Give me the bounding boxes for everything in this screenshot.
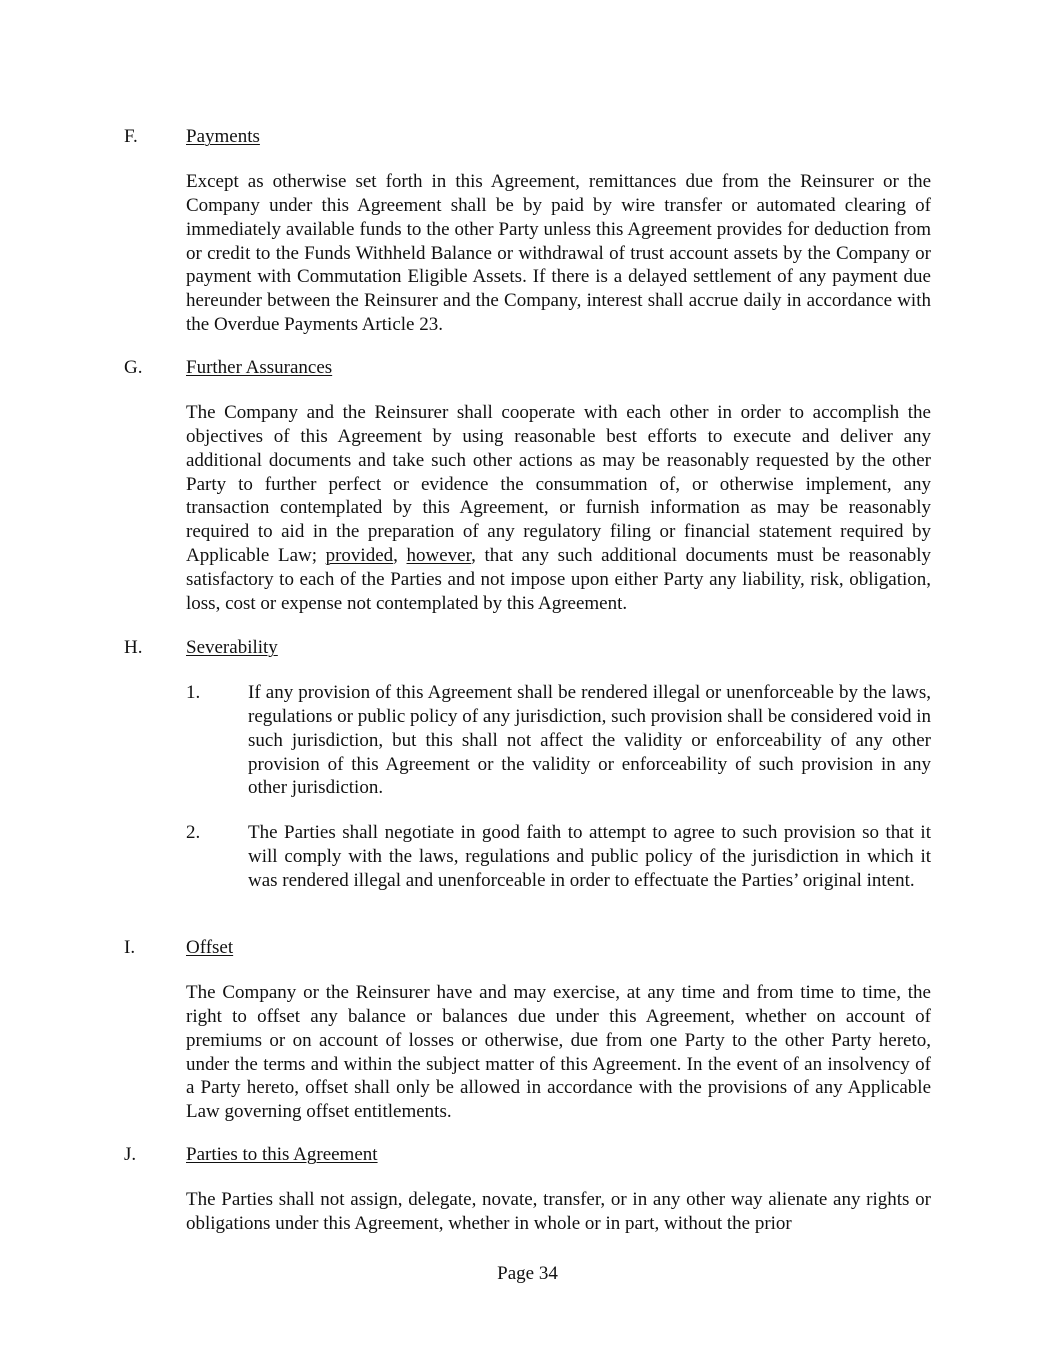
section-g-body-before: The Company and the Reinsurer shall cooperate with each other in order to accomplish the objectives of this Agreement by using reasonable best efforts to execute and deliver any additional documents and take such other actions as may be reasonably requested by the other Party to further perfect or evidence the consummation of, or otherwise implement, any transaction contemplated by this Agreement, or furnish information as may be reasonably required to aid in the preparation of any regulatory filing or financial statement required by Applicable Law; bbox=[186, 402, 931, 567]
section-f-heading bbox=[0, 125, 1055, 149]
section-j-heading bbox=[0, 1143, 1055, 1167]
section-i-title: Offset bbox=[186, 937, 234, 958]
section-f-body: Except as otherwise set forth in this Agreement, remittances due from the Reinsurer or the Company under this Agreement shall be by paid by wire transfer or automated clearing of immediately available funds to the other Party unless this Agreement provides for deduction from or credit to the Funds Withheld Balance or withdrawal of trust account assets by the Company or payment with Commutation Eligible Assets. If there is a delayed settlement of any payment due hereunder between the Reinsurer and the Company, interest shall accrue daily in accordance with the Overdue Payments Article 23. bbox=[186, 171, 931, 336]
section-h bbox=[0, 636, 1055, 891]
section-g-letter: G. bbox=[124, 357, 143, 378]
section-i-heading bbox=[0, 936, 1055, 960]
section-j-body: The Parties shall not assign, delegate, novate, transfer, or in any other way alienate any rights or obligations under this Agreement, whether in whole or in part, without the prior bbox=[186, 1189, 931, 1234]
section-h-heading bbox=[0, 636, 1055, 660]
section-g bbox=[0, 356, 1055, 614]
section-j-letter: J. bbox=[124, 1144, 137, 1165]
section-f-title: Payments bbox=[186, 126, 260, 147]
section-f bbox=[0, 125, 1055, 336]
section-g-body-after: , that any such additional documents must be reasonably satisfactory to each of the Parties and not impose upon either Party any liability, risk, obligation, loss, cost or expense not contemplated by this Agreement. bbox=[186, 545, 931, 614]
section-h-title: Severability bbox=[186, 637, 278, 658]
section-i-body: The Company or the Reinsurer have and may exercise, at any time and from time to time, the right to offset any balance or balances due under this Agreement, whether on account of premiums or on account of losses or otherwise, due from one Party to the other Party hereto, under the terms and within the subject matter of this Agreement. In the event of an insolvency of a Party hereto, offset shall only be allowed in accordance with the provisions of any Applicable Law governing offset entitlements. bbox=[186, 982, 931, 1123]
section-j bbox=[0, 1143, 1055, 1234]
severability-item-1-number: 1. bbox=[186, 682, 201, 703]
section-h-letter: H. bbox=[124, 637, 143, 658]
section-j-title: Parties to this Agreement bbox=[186, 1144, 378, 1165]
section-g-body bbox=[186, 401, 931, 616]
section-f-letter: F. bbox=[124, 126, 138, 147]
severability-item-2-number: 2. bbox=[186, 822, 201, 843]
page-number: Page 34 bbox=[497, 1263, 558, 1284]
however-term: however bbox=[406, 545, 472, 567]
severability-item-1-text: If any provision of this Agreement shall be rendered illegal or unenforceable by the laws, regulations or public policy of any jurisdiction, such provision shall be considered void in such jurisdiction, but this shall not affect the validity or enforceability of any other provision of this Agreement or the validity or enforceability of such provision in any other jurisdiction. bbox=[248, 682, 931, 799]
section-g-heading bbox=[0, 356, 1055, 380]
section-g-title: Further Assurances bbox=[186, 357, 333, 378]
section-g-comma: , bbox=[393, 545, 407, 567]
section-i-letter: I. bbox=[124, 937, 136, 958]
section-i bbox=[0, 936, 1055, 1123]
provided-term: provided bbox=[325, 545, 394, 567]
severability-item-2-text: The Parties shall negotiate in good faith to attempt to agree to such provision so that it will comply with the laws, regulations and public policy of the jurisdiction in which it was rendered illegal and unenforceable in order to effectuate the Parties’ original intent. bbox=[248, 822, 931, 891]
